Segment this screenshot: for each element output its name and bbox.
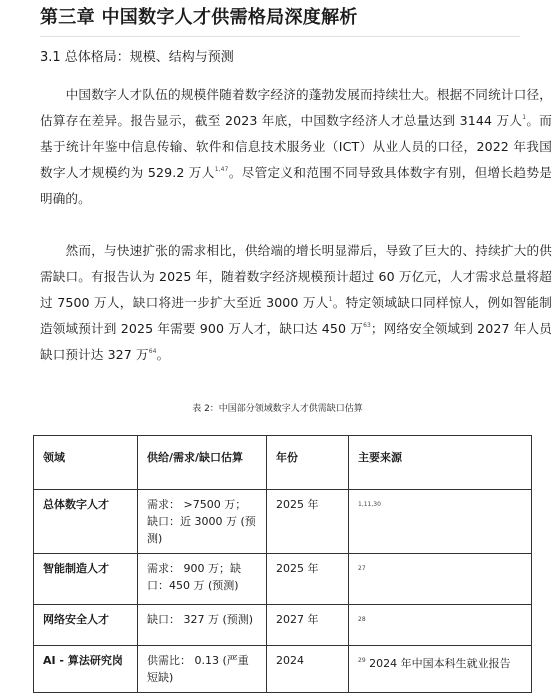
paragraph-text: ；网络安全领域到 2027 年人员缺口预计达 327 万 (40, 321, 552, 362)
cell-estimate: 需求： >7500 万；缺口：近 3000 万 (预测) (138, 490, 267, 554)
citation: 27 (358, 565, 366, 572)
paragraph-text: 。尽管定义和范围不同导致具体数字有别，但增长趋势是明确的。 (40, 165, 553, 206)
paragraph-supply-gap (40, 238, 552, 368)
column-header-field: 领域 (34, 436, 138, 490)
citation: 1 (522, 114, 527, 121)
citation: 1,47 (214, 166, 229, 173)
cell-estimate: 需求： 900 万；缺口：450 万 (预测) (138, 554, 267, 605)
paragraph-text: 。而基于统计年鉴中信息传输、软件和信息技术服务业（ICT）从业人员的口径，2022 年我国数字人才规模约为 529.2 万人 (40, 113, 553, 180)
cell-source (349, 605, 532, 646)
paragraph-text: 。特定领域缺口同样惊人，例如智能制造领域预计到 2025 年需要 900 万人才，缺口达 450 万 (40, 295, 552, 336)
cell-year: 2025 年 (267, 554, 349, 605)
paragraph-text: 然而，与快速扩张的需求相比，供给端的增长明显滞后，导致了巨大的、持续扩大的供需缺口。有报告认为 2025 年，随着数字经济规模预计超过 60 万亿元，人才需求总量将超过 7500 万人，缺口将进一步扩大至近 3000 万人 (40, 243, 552, 310)
cell-source (349, 554, 532, 605)
column-header-year: 年份 (267, 436, 349, 490)
cell-source (349, 490, 532, 554)
cell-field: AI - 算法研究岗 (34, 646, 138, 693)
column-header-source: 主要来源 (349, 436, 532, 490)
talent-gap-table (33, 435, 532, 693)
cell-year: 2027 年 (267, 605, 349, 646)
column-header-estimate: 供给/需求/缺口估算 (138, 436, 267, 490)
cell-field: 网络安全人才 (34, 605, 138, 646)
cell-source (349, 646, 532, 693)
table-caption: 表 2：中国部分领域数字人才供需缺口估算 (192, 404, 363, 414)
citation: 29 (358, 657, 366, 664)
cell-year: 2025 年 (267, 490, 349, 554)
chapter-title: 第三章 中国数字人才供需格局深度解析 (40, 4, 520, 37)
paragraph-text: 。 (156, 347, 170, 362)
source-text: 2024 年中国本科生就业报告 (369, 657, 511, 670)
section-title: 3.1 总体格局：规模、结构与预测 (40, 50, 234, 65)
citation: 28 (358, 616, 366, 623)
table-row (34, 605, 532, 646)
cell-field: 智能制造人才 (34, 554, 138, 605)
cell-year: 2024 (267, 646, 349, 693)
paragraph-text: 中国数字人才队伍的规模伴随着数字经济的蓬勃发展而持续壮大。根据不同统计口径，估算存在差异。报告显示，截至 2023 年底，中国数字经济人才总量达到 3144 万人 (40, 87, 552, 128)
cell-estimate: 缺口： 327 万 (预测) (138, 605, 267, 646)
table-row (34, 646, 532, 693)
paragraph-talent-scale (40, 82, 552, 212)
table-header-row (34, 436, 532, 490)
cell-estimate: 供需比： 0.13 (严重短缺) (138, 646, 267, 693)
cell-field: 总体数字人才 (34, 490, 138, 554)
citation: 1 (328, 296, 333, 303)
table-row (34, 490, 532, 554)
citation: 1,11,30 (358, 501, 381, 508)
citation: 64 (148, 348, 157, 355)
citation: 63 (363, 322, 371, 329)
table-row (34, 554, 532, 605)
